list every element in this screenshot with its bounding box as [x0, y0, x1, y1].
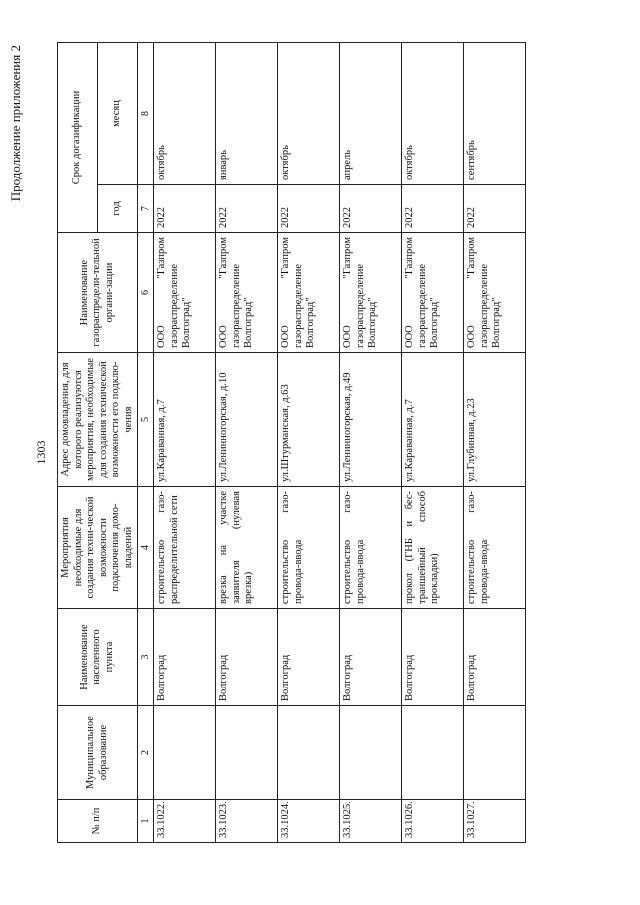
cell-organization: ООО "Газпром газораспределение Волгоград"	[216, 233, 278, 353]
column-number: 3	[138, 609, 154, 706]
cell-municipality	[278, 706, 340, 800]
cell-year: 2022	[340, 185, 402, 233]
cell-settlement: Волгоград	[216, 609, 278, 706]
cell-organization: ООО "Газпром газораспределение Волгоград"	[154, 233, 216, 353]
cell-measure: строительство газо-провода-ввода	[278, 487, 340, 609]
cell-address: ул.Ленинногорская, д.10	[216, 353, 278, 487]
column-number: 4	[138, 487, 154, 609]
cell-year: 2022	[402, 185, 464, 233]
cell-organization: ООО "Газпром газораспределение Волгоград"	[340, 233, 402, 353]
header-municipality: Муниципальное образование	[58, 706, 138, 800]
continuation-label: Продолжение приложения 2	[8, 45, 23, 202]
cell-row-number: 33.1026.	[402, 800, 464, 843]
header-col-number: № п/п	[58, 800, 138, 843]
header-settlement: Наименование населенного пункта	[58, 609, 138, 706]
cell-measure: прокол (ГНБ и бес-траншейный способ прокладки)	[402, 487, 464, 609]
cell-organization: ООО "Газпром газораспределение Волгоград"	[278, 233, 340, 353]
cell-month: апрель	[340, 42, 402, 184]
cell-month: октябрь	[402, 42, 464, 184]
cell-month: январь	[216, 42, 278, 184]
table-row	[278, 42, 340, 842]
column-number-row	[138, 42, 154, 842]
column-number: 6	[138, 233, 154, 353]
cell-month: октябрь	[154, 42, 216, 184]
cell-year: 2022	[216, 185, 278, 233]
header-row-1	[58, 42, 98, 842]
cell-settlement: Волгоград	[154, 609, 216, 706]
table-row	[340, 42, 402, 842]
cell-measure: строительство газо-провода-ввода	[464, 487, 526, 609]
header-address: Адрес домовладения, для которого реализуются мероприятия, необходимые для создания технической возможности его подклю-чения	[58, 353, 138, 487]
table-row	[402, 42, 464, 842]
cell-address: ул.Ленинногорская, д.49	[340, 353, 402, 487]
cell-settlement: Волгоград	[278, 609, 340, 706]
header-measures: Мероприятия необходимые для создания техни-ческой возможности подключения домо-владений	[58, 487, 138, 609]
gasification-table	[57, 42, 526, 843]
header-month: месяц	[98, 42, 138, 184]
header-deadline: Срок догазификации	[58, 42, 98, 232]
cell-organization: ООО "Газпром газораспределение Волгоград"	[402, 233, 464, 353]
column-number: 2	[138, 706, 154, 800]
cell-year: 2022	[278, 185, 340, 233]
cell-settlement: Волгоград	[340, 609, 402, 706]
cell-address: ул.Глубинная, д.23	[464, 353, 526, 487]
cell-measure: врезка на участке заявителя (нулевая врезка)	[216, 487, 278, 609]
cell-year: 2022	[464, 185, 526, 233]
table-row	[154, 42, 216, 842]
cell-year: 2022	[154, 185, 216, 233]
cell-measure: строительство газо-провода-ввода	[340, 487, 402, 609]
cell-row-number: 33.1025.	[340, 800, 402, 843]
cell-settlement: Волгоград	[402, 609, 464, 706]
column-number: 8	[138, 42, 154, 184]
cell-row-number: 33.1024.	[278, 800, 340, 843]
cell-row-number: 33.1023.	[216, 800, 278, 843]
header-year: год	[98, 185, 138, 233]
cell-month: сентябрь	[464, 42, 526, 184]
cell-organization: ООО "Газпром газораспределение Волгоград"	[464, 233, 526, 353]
cell-municipality	[216, 706, 278, 800]
cell-row-number: 33.1022.	[154, 800, 216, 843]
cell-address: ул.Штурманская, д.63	[278, 353, 340, 487]
table-row	[216, 42, 278, 842]
page-number: 1303	[34, 440, 48, 465]
column-number: 7	[138, 185, 154, 233]
cell-row-number: 33.1027.	[464, 800, 526, 843]
column-number: 5	[138, 353, 154, 487]
cell-municipality	[154, 706, 216, 800]
cell-measure: строительство газо-распределительной сети	[154, 487, 216, 609]
cell-settlement: Волгоград	[464, 609, 526, 706]
cell-municipality	[464, 706, 526, 800]
cell-address: ул.Караванная, д.7	[154, 353, 216, 487]
table-row	[464, 42, 526, 842]
cell-municipality	[340, 706, 402, 800]
header-organization: Наименование газораспредели-тельной органи-зации	[58, 233, 138, 353]
column-number: 1	[138, 800, 154, 843]
cell-address: ул.Караванная, д.7	[402, 353, 464, 487]
cell-municipality	[402, 706, 464, 800]
cell-month: октябрь	[278, 42, 340, 184]
